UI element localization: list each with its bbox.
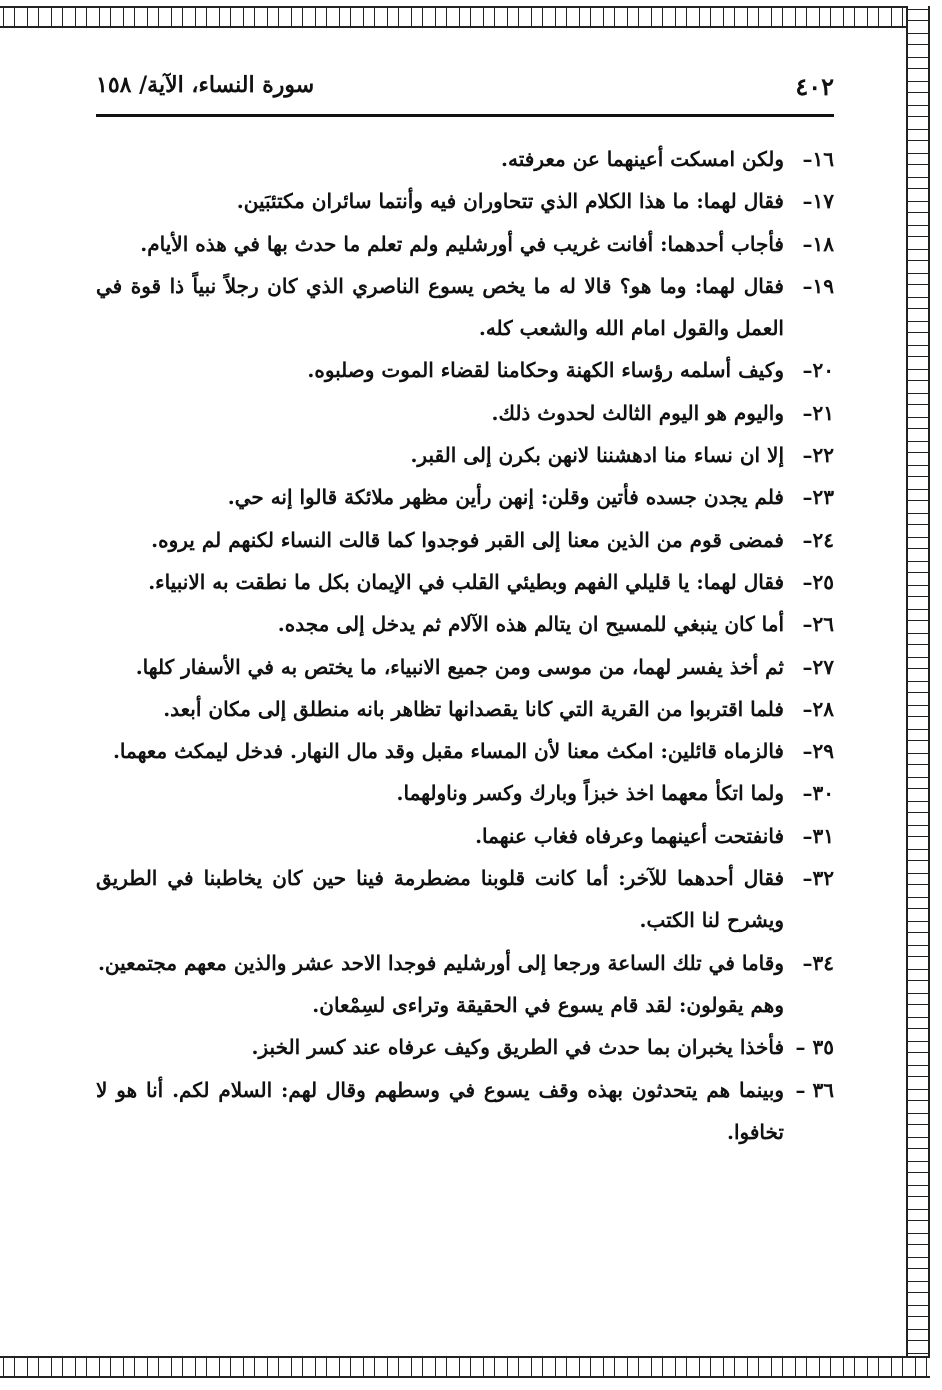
verse — [96, 519, 834, 561]
verse-number: ٢٢– — [802, 443, 834, 468]
verse-text: فقال أحدهما للآخر: أما كانت قلوبنا مضطرمة فينا حين كان يخاطبنا في الطريق ويشرح لنا الكتب. — [96, 866, 784, 933]
verse-number: ٣٢– — [802, 866, 834, 891]
verse — [96, 561, 834, 603]
verse-text: فالزماه قائلين: امكث معنا لأن المساء مقبل وقد مال النهار. فدخل ليمكث معهما. — [112, 739, 784, 764]
verse-text: فلم يجدن جسده فأتين وقلن: إنهن رأين مظهر ملائكة قالوا إنه حي. — [227, 485, 784, 510]
verse-text: إلا ان نساء منا ادهشننا لانهن بكرن إلى القبر. — [410, 443, 784, 468]
verse-text: فمضى قوم من الذين معنا إلى القبر فوجدوا كما قالت النساء لكنهم لم يروه. — [151, 527, 784, 552]
verse-number: ٢٧– — [802, 654, 834, 679]
verse — [96, 730, 834, 772]
running-title: سورة النساء، الآية/ ١٥٨ — [96, 72, 315, 98]
verse — [96, 392, 834, 434]
verse-text: وهم يقولون: لقد قام يسوع في الحقيقة وتراءى لسِمْعان. — [312, 992, 784, 1017]
verse — [96, 1026, 834, 1068]
verse-text: وقاما في تلك الساعة ورجعا إلى أورشليم فوجدا الاحد عشر والذين معهم مجتمعين. — [97, 950, 784, 975]
verse-text: فأجاب أحدهما: أفانت غريب في أورشليم ولم تعلم ما حدث بها في هذه الأيام. — [140, 231, 784, 256]
verse — [96, 942, 834, 984]
verse-text: وبينما هم يتحدثون بهذه وقف يسوع في وسطهم وقال لهم: السلام لكم. أنا هو لا تخافوا. — [96, 1077, 784, 1144]
verse-number: ٢٩– — [802, 739, 834, 764]
verse-number: ٢٤– — [802, 527, 834, 552]
verse — [96, 138, 834, 180]
verse — [96, 857, 834, 942]
verse — [96, 688, 834, 730]
verse-number: ١٦– — [802, 147, 834, 171]
verse — [96, 1069, 834, 1154]
verse-text: ثم أخذ يفسر لهما، من موسى ومن جميع الانبياء، ما يختص به في الأسفار كلها. — [135, 654, 784, 679]
verse-number: ٣٥ – — [795, 1035, 834, 1060]
verse — [96, 603, 834, 645]
verse — [96, 815, 834, 857]
verse-text: فقال لهما: ما هذا الكلام الذي تتحاوران فيه وأنتما سائران مكتئبَين. — [236, 189, 784, 214]
verse-number: ١٧– — [802, 189, 834, 214]
verse — [96, 349, 834, 391]
verse-text: واليوم هو اليوم الثالث لحدوث ذلك. — [491, 400, 784, 425]
verse-number: ٢٥– — [802, 569, 834, 594]
verse-number: ٢٠– — [802, 358, 834, 383]
verse-text: وكيف أسلمه رؤساء الكهنة وحكامنا لقضاء الموت وصلبوه. — [307, 358, 784, 383]
verse-text: فأخذا يخبران بما حدث في الطريق وكيف عرفاه عند كسر الخبز. — [251, 1035, 784, 1060]
verse-continuation — [96, 984, 834, 1026]
verse-text: ولكن امسكت أعينهما عن معرفته. — [501, 147, 784, 171]
verse-number: ٣٤– — [802, 950, 834, 975]
verse-text: أما كان ينبغي للمسيح ان يتالم هذه الآلام ثم يدخل إلى مجده. — [277, 612, 784, 637]
verse — [96, 646, 834, 688]
verse-text: فقال لهما: وما هو؟ قالا له ما يخص يسوع الناصري الذي كان رجلاً نبياً ذا قوة في العمل والقول امام الله والشعب كله. — [96, 273, 784, 341]
verse-text: فقال لهما: يا قليلي الفهم وبطيئي القلب في الإيمان بكل ما نطقت به الانبياء. — [148, 569, 784, 594]
verse-text: فانفتحت أعينهما وعرفاه فغاب عنهما. — [475, 823, 784, 848]
verse-number: ١٨– — [802, 231, 834, 256]
verse — [96, 223, 834, 265]
verse-number: ٣٠– — [802, 781, 834, 806]
verse-number: ٢١– — [802, 400, 834, 425]
page-content — [96, 138, 834, 1153]
verse — [96, 476, 834, 518]
verse-number: ٢٨– — [802, 696, 834, 721]
verse — [96, 772, 834, 814]
verse-number: ١٩– — [802, 273, 834, 298]
verse — [96, 265, 834, 350]
verse-number: ٢٣– — [802, 485, 834, 510]
page-number: ٤٠٢ — [795, 72, 834, 101]
verse-text: ولما اتكأ معهما اخذ خبزاً وبارك وكسر وناولهما. — [396, 781, 784, 806]
decorative-border-top — [0, 6, 930, 28]
page-header — [96, 70, 834, 117]
decorative-border-bottom — [0, 1356, 930, 1378]
verse-number: ٣١– — [802, 823, 834, 848]
verse-number: ٢٦– — [802, 612, 834, 637]
decorative-border-right — [906, 6, 930, 1378]
verse-text: فلما اقتربوا من القرية التي كانا يقصدانها تظاهر بانه منطلق إلى مكان أبعد. — [163, 696, 784, 721]
verse — [96, 180, 834, 222]
verse-number: ٣٦ – — [795, 1077, 834, 1102]
verse — [96, 434, 834, 476]
